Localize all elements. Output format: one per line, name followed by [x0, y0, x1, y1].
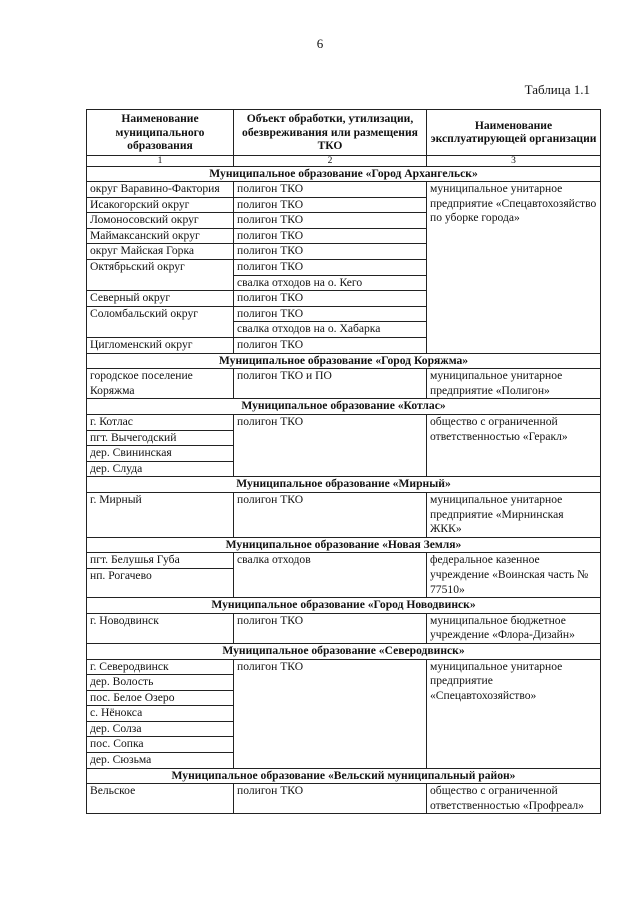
district-cell: округ Майская Горка	[87, 244, 234, 260]
table-row	[87, 784, 601, 814]
header-facility: Объект обработки, утилизации, обезвреживания или размещения ТКО	[234, 110, 427, 156]
district-cell: дер. Солза	[87, 721, 234, 737]
object-cell: полигон ТКО	[234, 213, 427, 229]
header-row	[87, 110, 601, 156]
district-cell: Ломоносовский округ	[87, 213, 234, 229]
district-cell: Вельское	[87, 784, 234, 814]
operator-cell: муниципальное унитарное предприятие «Спецавтохозяйство по уборке города»	[427, 182, 601, 354]
district-cell: пгт. Вычегодский	[87, 430, 234, 446]
table-body	[87, 166, 601, 814]
district-cell: дер. Сюзьма	[87, 753, 234, 769]
section-title: Муниципальное образование «Котлас»	[87, 399, 601, 415]
district-cell: нп. Рогачево	[87, 569, 234, 598]
object-cell: свалка отходов на о. Хабарка	[234, 322, 427, 338]
section-title: Муниципальное образование «Мирный»	[87, 477, 601, 493]
district-cell: г. Новодвинск	[87, 613, 234, 643]
section-title: Муниципальное образование «Город Коряжма»	[87, 353, 601, 369]
district-cell: г. Котлас	[87, 415, 234, 431]
operator-cell: общество с ограниченной ответственностью «Профреал»	[427, 784, 601, 814]
operator-cell: муниципальное унитарное предприятие «Мирнинская ЖКК»	[427, 492, 601, 537]
section-title: Муниципальное образование «Вельский муниципальный район»	[87, 768, 601, 784]
object-cell: полигон ТКО	[234, 197, 427, 213]
operator-cell: муниципальное унитарное предприятие «Спецавтохозяйство»	[427, 659, 601, 768]
district-cell: г. Северодвинск	[87, 659, 234, 675]
table-row	[87, 492, 601, 537]
page-number: 6	[316, 36, 324, 51]
object-cell: свалка отходов на о. Кего	[234, 275, 427, 291]
district-cell: дер. Волость	[87, 675, 234, 691]
district-cell: Северный округ	[87, 291, 234, 307]
table-row	[87, 415, 601, 431]
district-cell: дер. Слуда	[87, 461, 234, 477]
district-cell: Маймаксанский округ	[87, 228, 234, 244]
section-title: Муниципальное образование «Город Архангельск»	[87, 166, 601, 182]
table-row	[87, 553, 601, 569]
object-cell: свалка отходов	[234, 553, 427, 598]
object-cell: полигон ТКО и ПО	[234, 369, 427, 399]
district-cell: пос. Сопка	[87, 737, 234, 753]
district-cell: округ Варавино-Фактория	[87, 182, 234, 198]
district-cell: Исакогорский округ	[87, 197, 234, 213]
column-number: 1	[87, 155, 234, 166]
column-number: 2	[234, 155, 427, 166]
object-cell: полигон ТКО	[234, 338, 427, 354]
column-number-row	[87, 155, 601, 166]
district-cell: Октябрьский округ	[87, 260, 234, 291]
object-cell: полигон ТКО	[234, 492, 427, 537]
operator-cell: федеральное казенное учреждение «Воинская часть № 77510»	[427, 553, 601, 598]
object-cell: полигон ТКО	[234, 182, 427, 198]
table-row	[87, 613, 601, 643]
object-cell: полигон ТКО	[234, 784, 427, 814]
district-cell: городское поселение Коряжма	[87, 369, 234, 399]
object-cell: полигон ТКО	[234, 415, 427, 477]
object-cell: полигон ТКО	[234, 260, 427, 276]
section-title: Муниципальное образование «Северодвинск»	[87, 643, 601, 659]
district-cell: Соломбальский округ	[87, 306, 234, 337]
district-cell: г. Мирный	[87, 492, 234, 537]
object-cell: полигон ТКО	[234, 244, 427, 260]
section-title: Муниципальное образование «Новая Земля»	[87, 537, 601, 553]
table-header	[87, 110, 601, 167]
district-cell: пос. Белое Озеро	[87, 690, 234, 706]
operator-cell: общество с ограниченной ответственностью «Геракл»	[427, 415, 601, 477]
district-cell: дер. Свининская	[87, 446, 234, 462]
table-row	[87, 182, 601, 198]
district-cell: с. Нёнокса	[87, 706, 234, 722]
section-title: Муниципальное образование «Город Новодвинск»	[87, 598, 601, 614]
object-cell: полигон ТКО	[234, 228, 427, 244]
header-operator: Наименование эксплуатирующей организации	[427, 110, 601, 156]
operator-cell: муниципальное унитарное предприятие «Полигон»	[427, 369, 601, 399]
operator-cell: муниципальное бюджетное учреждение «Флора-Дизайн»	[427, 613, 601, 643]
table-row	[87, 659, 601, 675]
object-cell: полигон ТКО	[234, 306, 427, 322]
district-cell: пгт. Белушья Губа	[87, 553, 234, 569]
object-cell: полигон ТКО	[234, 613, 427, 643]
table-row	[87, 369, 601, 399]
header-municipality: Наименование муниципального образования	[87, 110, 234, 156]
object-cell: полигон ТКО	[234, 659, 427, 768]
waste-facilities-table	[86, 109, 601, 814]
object-cell: полигон ТКО	[234, 291, 427, 307]
column-number: 3	[427, 155, 601, 166]
district-cell: Цигломенский округ	[87, 338, 234, 354]
table-caption: Таблица 1.1	[524, 82, 590, 97]
